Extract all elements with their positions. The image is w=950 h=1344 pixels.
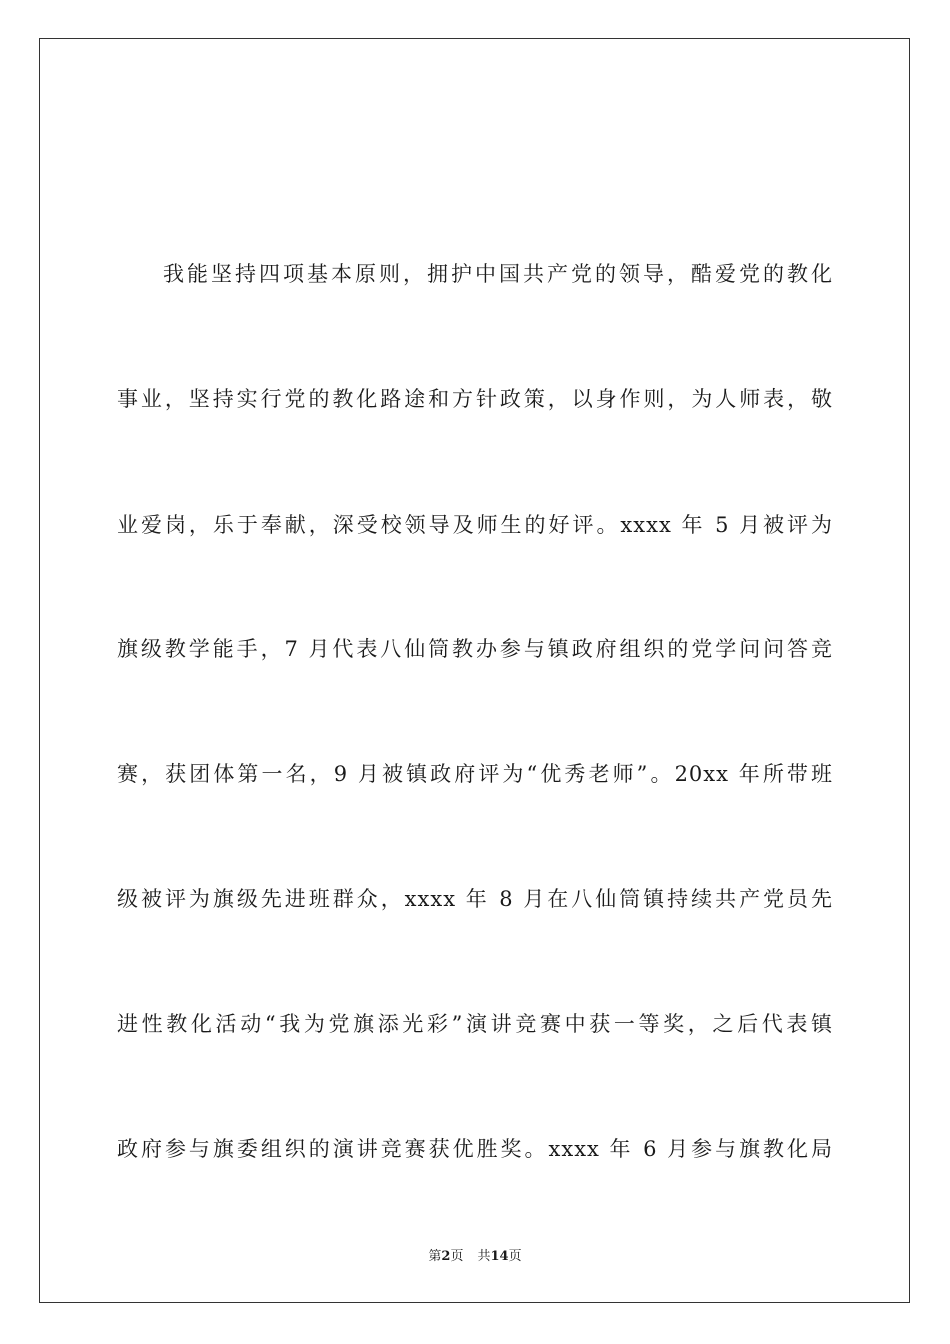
footer-page-suffix: 页: [450, 1249, 464, 1264]
footer-page-total: 14: [490, 1249, 509, 1264]
footer-page-prefix: 第: [428, 1249, 442, 1264]
footer-page-current: 2: [441, 1249, 451, 1264]
footer-total-suffix: 页: [508, 1249, 522, 1264]
paragraph-line-8: 政府参与旗委组织的演讲竞赛获优胜奖。xxxx 年 6 月参与旗教化局: [117, 1137, 833, 1161]
paragraph-line-3: 业爱岗，乐于奉献，深受校领导及师生的好评。xxxx 年 5 月被评为: [117, 513, 833, 537]
paragraph-line-5: 赛，获团体第一名，9 月被镇政府评为“优秀老师”。20xx 年所带班: [117, 762, 833, 786]
page-border: [39, 38, 910, 1303]
paragraph-line-7: 进性教化活动“我为党旗添光彩”演讲竞赛中获一等奖，之后代表镇: [117, 1012, 833, 1036]
paragraph-line-1: 我能坚持四项基本原则，拥护中国共产党的领导，酷爱党的教化: [163, 262, 833, 286]
paragraph-line-6: 级被评为旗级先进班群众，xxxx 年 8 月在八仙筒镇持续共产党员先: [117, 887, 833, 911]
paragraph-line-2: 事业，坚持实行党的教化路途和方针政策，以身作则，为人师表，敬: [117, 387, 833, 411]
paragraph-line-4: 旗级教学能手，7 月代表八仙筒教办参与镇政府组织的党学问问答竞: [117, 637, 833, 661]
footer-total-prefix: 共: [477, 1249, 491, 1264]
page-footer: [0, 1248, 950, 1266]
